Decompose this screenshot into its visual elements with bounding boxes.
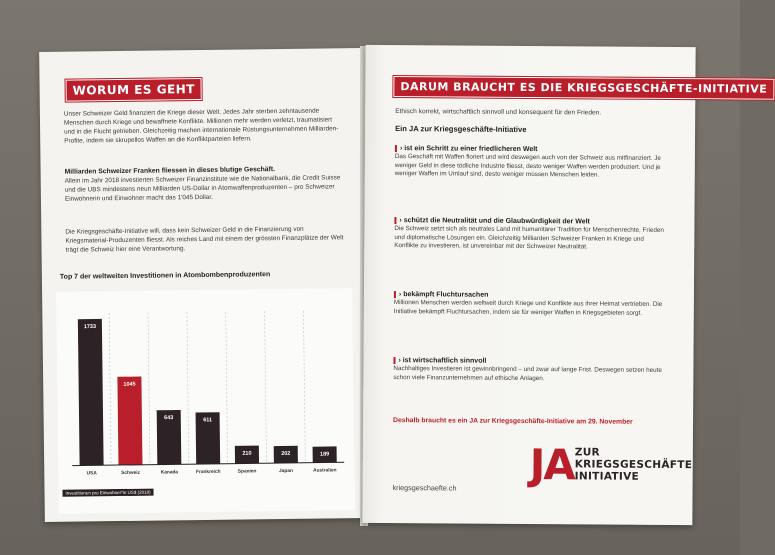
bar-chart [56, 292, 354, 486]
value-label: 189 [320, 451, 330, 458]
category-label: Schweiz [121, 470, 141, 477]
grid-line [148, 313, 150, 465]
right-heading: Ein JA zur Kriegsgeschäfte-Initiative [395, 124, 527, 134]
bar-usa [78, 319, 104, 466]
left-page [39, 48, 367, 522]
value-label: 1045 [123, 381, 136, 388]
grid-line [265, 311, 267, 463]
logo-line-2: KRIEGSGESCHÄFTE [574, 458, 693, 472]
value-label: 1733 [83, 323, 97, 331]
logo-line-1: ZUR [574, 446, 600, 459]
argument-title: › bekämpft Fluchtursachen [394, 291, 664, 300]
argument-body: Nachhaltiges Investieren ist gewinnbringend – und zwar auf lange Frist. Deswegen setzen heute schon viele Finanzunternehmen auf ethische Anlagen. [393, 365, 662, 382]
value-label: 611 [203, 417, 213, 424]
chart-footnote: Investitionen pro Einwohner*in US$ (2018) [62, 489, 153, 497]
argument-item [395, 145, 665, 181]
argument-item [393, 357, 663, 384]
right-banner: DARUM BRAUCHT ES DIE KRIEGSGESCHÄFTE-INITIATIVE [393, 76, 774, 100]
initiative-logo-text [575, 446, 693, 483]
category-label: Japan [279, 468, 293, 475]
value-label: 643 [164, 415, 174, 422]
grid-line [226, 312, 228, 464]
right-page [362, 45, 768, 525]
grid-line [303, 311, 305, 463]
intro-paragraph: Unser Schweizer Geld finanziert die Kriege dieser Welt. Jedes Jahr sterben zehntausende Menschen durch Kriege und bewaffnete Konflikte. Millionen mehr werden verletzt, traumatisiert und in die Flucht getrieben. Gleichzeitig machen internationale Rüstungsunternehmen Milliarden-Profite, indem sie skrupellos Waffen an die Konfliktparteien liefern. [63, 107, 339, 145]
category-label: Kanada [160, 470, 179, 476]
argument-item [394, 291, 664, 318]
argument-title: › ist ein Schritt zu einer friedlicheren Welt [395, 145, 665, 154]
category-label: Frankreich [195, 469, 221, 476]
paragraph-3: Die Kriegsgeschäfte-Initiative will, dass kein Schweizer Geld in die Finanzierung von Kriegsmaterial-Produzenten fliesst. Als reiches Land mit einem der grössten Finanzplätze der Welt trägt die Schweiz hier eine Verantwortung. [65, 225, 344, 254]
bar-schweiz [117, 377, 142, 466]
grid-line [187, 312, 189, 464]
value-label: 202 [281, 450, 291, 457]
right-subtitle: Ethisch korrekt, wirtschaftlich sinnvoll und konsequent für den Frieden. [395, 108, 602, 117]
closing-statement: Deshalb braucht es ein JA zur Kriegsgeschäfte-Initiative am 29. November [393, 417, 633, 426]
category-label: Spanien [237, 469, 257, 475]
left-banner: WORUM ES GEHT [65, 78, 202, 102]
argument-item [394, 217, 664, 253]
category-label: Australien [313, 468, 337, 474]
category-label: USA [86, 471, 97, 477]
chart-title: Top 7 der weltweiten Investitionen in Atombombenproduzenten [59, 271, 271, 281]
argument-body: Die Schweiz setzt sich als neutrales Land mit humanitärer Tradition für Menschenrechte, Frieden und diplomatische Lösungen ein. Gleichzeitig Milliarden Schweizer Franken in Kriege und Konflikte zu investieren, ist unvereinbar mit der Schweizer Neutralität. [394, 225, 664, 251]
argument-title: › ist wirtschaftlich sinnvoll [393, 357, 663, 366]
logo-line-3: INITIATIVE [574, 470, 640, 483]
paragraph-2-title: Milliarden Schweizer Franken fliessen in dieses blutige Geschäft. [64, 166, 276, 176]
ja-logo-mark: JA [529, 440, 575, 490]
argument-body: Millionen Menschen werden weltweit durch Kriege und Konflikte aus ihrer Heimat vertrieben. Die Initiative bekämpft Fluchtursachen, indem sie für weniger Waffen in Kriegsgebieten sorgt. [393, 299, 663, 317]
argument-body: Das Geschäft mit Waffen floriert und wird deswegen auch von der Schweiz aus mitfinanziert. Je weniger Geld in diese tödliche Industrie fliesst, desto weniger Waffen werden produziert. Und je weniger Waffen im Umlauf sind, desto weniger müssen Menschen leiden. [394, 153, 661, 179]
argument-title: › schützt die Neutralität und die Glaubwürdigkeit der Welt [394, 217, 664, 226]
paragraph-2-body: Allein im Jahr 2018 investierten Schweizer Finanzinstitute wie die Nationalbank, die Credit Suisse und die UBS mindestens neun Milliarden US-Dollar in Atomwaffenproduzenten – pro Schweizer Einwohnerin und Einwohner macht das 1'045 Dollar. [64, 174, 341, 203]
grid-line [109, 313, 111, 465]
value-label: 210 [242, 450, 252, 457]
website-url: kriegsgeschaefte.ch [392, 483, 457, 493]
